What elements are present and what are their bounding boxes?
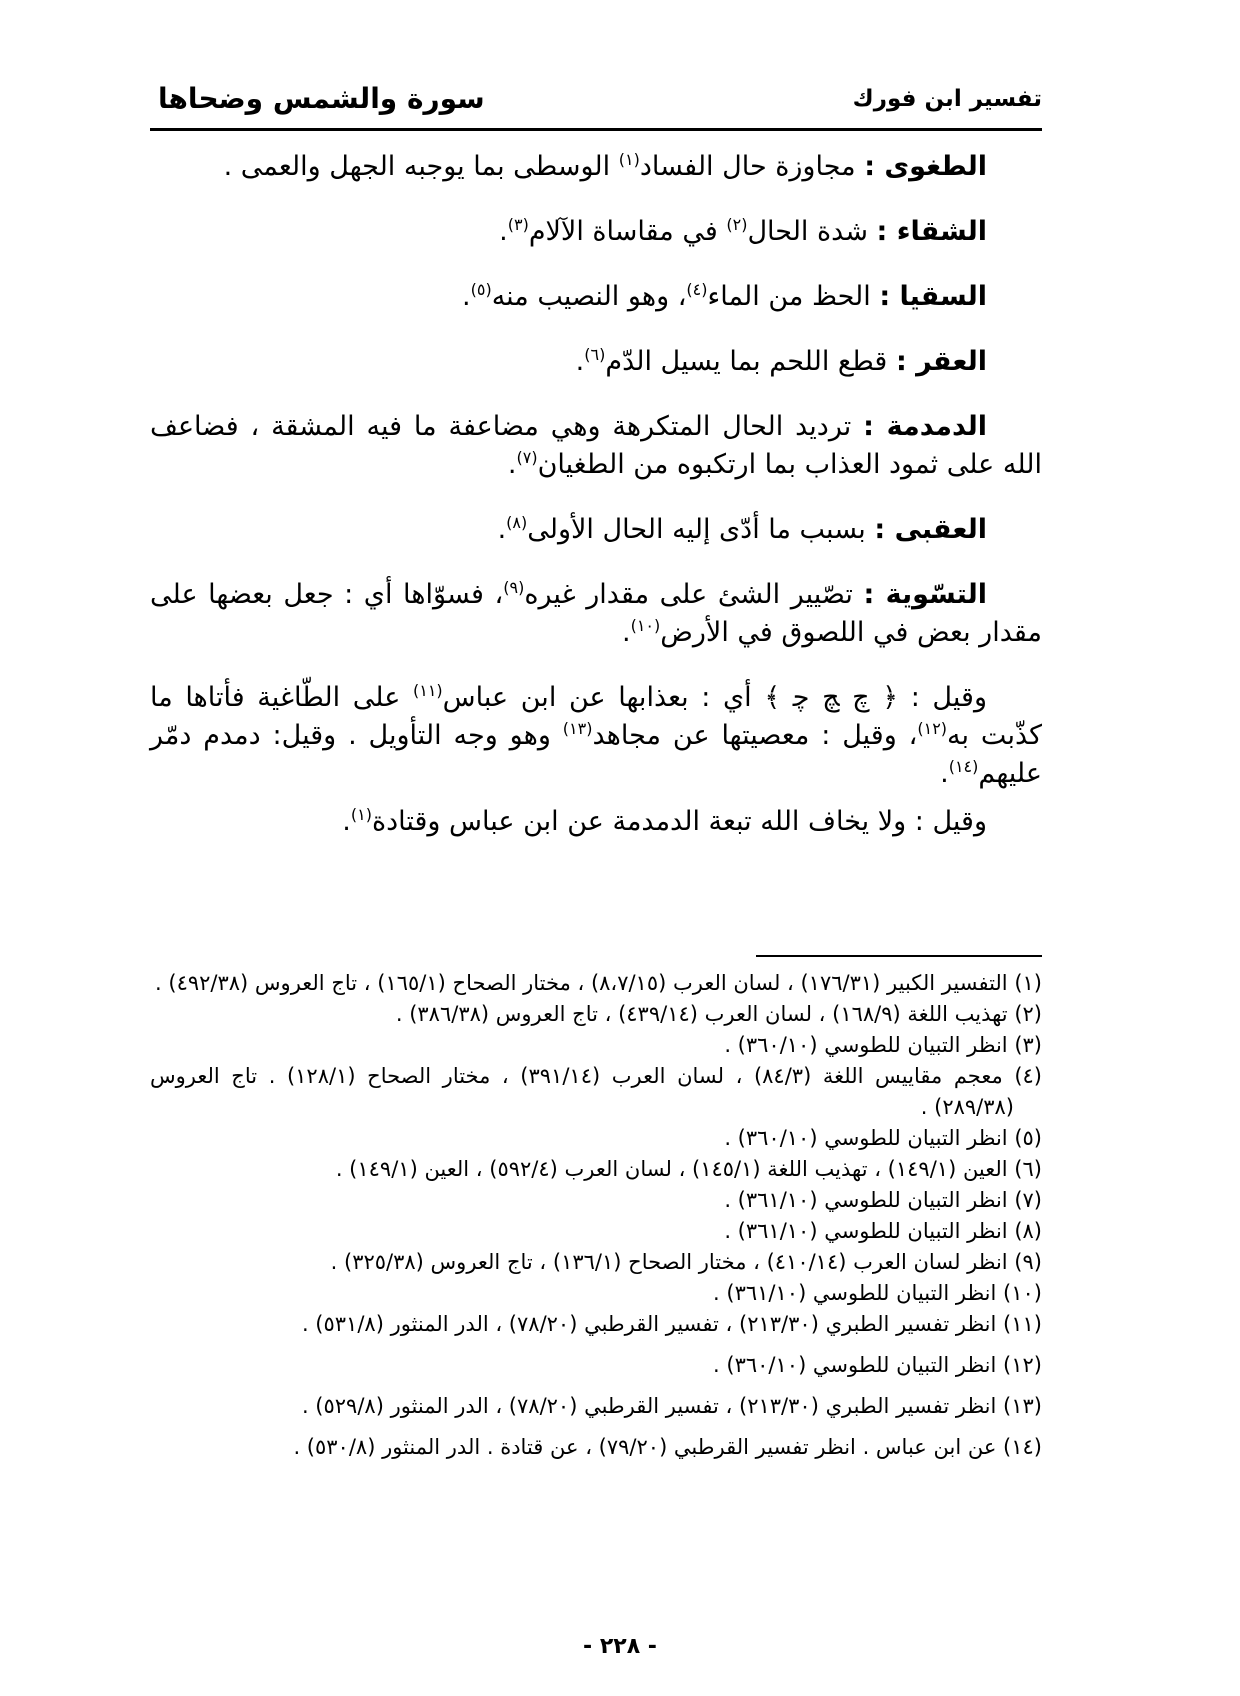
footnote-item: (١٤) عن ابن عباس . انظر تفسير القرطبي (٧٩/٢٠) ، عن قتادة . الدر المنثور (٥٣٠/٨) .	[293, 1435, 1042, 1459]
page-number: - ٢٢٨ -	[583, 1634, 657, 1659]
paragraph-qila-2: وقيل : ولا يخاف الله تبعة الدمدمة عن ابن عباس وقتادة$^{(١)}$.	[342, 805, 987, 837]
entry-taswiya: التسّوية : تصّيير الشئ على مقدار غيره$^{(٩)}$، فسوّاها أي : جعل بعضها على مقدار بعض في اللصوق في الأرض$^{(١٠)}$.	[150, 578, 1042, 648]
footnote-divider	[756, 955, 1042, 957]
footnote-item: (١٢) انظر التبيان للطوسي (٣٦٠/١٠) .	[713, 1353, 1042, 1377]
footnote-ref[interactable]: (٥)	[470, 280, 492, 299]
footnote-ref[interactable]: (١٣)	[562, 719, 593, 738]
footnote-item: (١٣) انظر تفسير الطبري (٢١٣/٣٠) ، تفسير القرطبي (٧٨/٢٠) ، الدر المنثور (٥٢٩/٨) .	[301, 1394, 1042, 1418]
footnote-ref[interactable]: (٢)	[726, 215, 748, 234]
term: الشقاء :	[876, 216, 987, 247]
footnote-item: (٢) تهذيب اللغة (١٦٨/٩) ، لسان العرب (٤٣٩/١٤) ، تاج العروس (٣٨٦/٣٨) .	[395, 1002, 1042, 1026]
footnote-item: (٤) معجم مقاييس اللغة (٨٤/٣) ، لسان العرب (٣٩١/١٤) ، مختار الصحاح (١٢٨/١) . تاج العروس (٢٨٩/٣٨) .	[150, 1064, 1042, 1119]
entry-tughwa: الطغوى : مجاوزة حال الفساد$^{(١)}$ الوسطى بما يوجبه الجهل والعمى .	[223, 150, 987, 182]
footnotes	[150, 968, 1042, 1463]
entry-uqba: العقبى : بسبب ما أدّى إليه الحال الأولى$^{(٨)}$.	[497, 513, 987, 545]
term: العقر :	[895, 346, 987, 377]
term: السقيا :	[879, 281, 987, 312]
footnote-item: (٧) انظر التبيان للطوسي (٣٦١/١٠) .	[724, 1188, 1042, 1212]
main-text	[150, 148, 1042, 868]
entry-aqr: العقر : قطع اللحم بما يسيل الدّم$^{(٦)}$.	[575, 345, 987, 377]
footnote-ref[interactable]: (١٠)	[630, 616, 661, 635]
footnote-ref[interactable]: (٦)	[584, 345, 606, 364]
footnote-item: (١٠) انظر التبيان للطوسي (٣٦١/١٠) .	[713, 1281, 1042, 1305]
footnote-ref[interactable]: (٤)	[686, 280, 708, 299]
footnote-ref[interactable]: (٨)	[506, 513, 528, 532]
surah-title: سورة والشمس وضحاها	[158, 82, 485, 115]
running-header	[150, 80, 1042, 120]
paragraph-qila-1: وقيل : ﴿ ﭺ ﭻ ﭼ ﴾ أي : بعذابها عن ابن عباس$^{(١١)}$ على الطّاغية فأتاها ما كذّبت به$^{(١٢)}$، وقيل : معصيتها عن مجاهد$^{(١٣)}$ وهو وجه التأويل . وقيل: دمدم دمّر عليهم$^{(١٤)}$.	[150, 681, 1042, 789]
term: الطغوى :	[864, 151, 987, 182]
term: الدمدمة :	[863, 411, 987, 442]
footnote-ref[interactable]: (١)	[618, 150, 640, 169]
term: التسّوية :	[863, 579, 987, 610]
footnote-item: (١١) انظر تفسير الطبري (٢١٣/٣٠) ، تفسير القرطبي (٧٨/٢٠) ، الدر المنثور (٥٣١/٨) .	[301, 1312, 1042, 1336]
footnote-ref[interactable]: (٣)	[507, 215, 529, 234]
footnote-ref[interactable]: (٩)	[503, 578, 525, 597]
quran-verse: ﴿ ﭺ ﭻ ﭼ ﴾	[764, 682, 899, 713]
footnote-item: (٥) انظر التبيان للطوسي (٣٦٠/١٠) .	[724, 1126, 1042, 1150]
footnote-item: (١) التفسير الكبير (١٧٦/٣١) ، لسان العرب (٨،٧/١٥) ، مختار الصحاح (١٦٥/١) ، تاج العروس (٤٩٢/٣٨) .	[155, 971, 1042, 995]
entry-suqya: السقيا : الحظ من الماء$^{(٤)}$، وهو النصيب منه$^{(٥)}$.	[462, 280, 987, 312]
term: العقبى :	[874, 514, 987, 545]
footnote-ref[interactable]: (٧)	[516, 448, 538, 467]
footnote-ref[interactable]: (١١)	[412, 681, 443, 700]
footnote-item: (٣) انظر التبيان للطوسي (٣٦٠/١٠) .	[724, 1033, 1042, 1057]
footnote-ref[interactable]: (١٢)	[917, 719, 948, 738]
footnote-item: (٩) انظر لسان العرب (٤١٠/١٤) ، مختار الصحاح (١٣٦/١) ، تاج العروس (٣٢٥/٣٨) .	[330, 1250, 1042, 1274]
footnote-ref[interactable]: (١٤)	[948, 757, 979, 776]
footnote-item: (٨) انظر التبيان للطوسي (٣٦١/١٠) .	[724, 1219, 1042, 1243]
entry-damdama: الدمدمة : ترديد الحال المتكرهة وهي مضاعفة ما فيه المشقة ، فضاعف الله على ثمود العذاب بما ارتكبوه من الطغيان$^{(٧)}$.	[150, 411, 1042, 480]
footnote-ref[interactable]: (١)	[350, 805, 372, 824]
header-divider	[150, 128, 1042, 131]
entry-shaqa: الشقاء : شدة الحال$^{(٢)}$ في مقاساة الآلام$^{(٣)}$.	[499, 215, 987, 247]
book-title: تفسير ابن فورك	[852, 86, 1042, 112]
footnote-item: (٦) العين (١٤٩/١) ، تهذيب اللغة (١٤٥/١) ، لسان العرب (٥٩٢/٤) ، العين (١٤٩/١) .	[335, 1157, 1042, 1181]
